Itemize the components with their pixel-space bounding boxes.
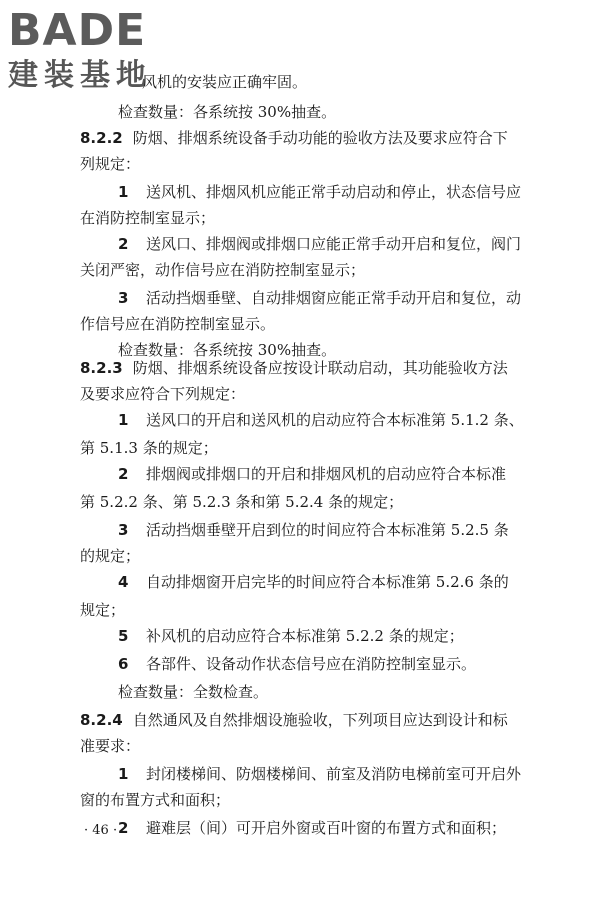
logo-wordmark: BADE [8,5,147,56]
clause-number: 8.2.4 [80,711,123,729]
numbered-item-line [118,288,521,308]
page-number: · 46 · [84,823,118,838]
item-number: 5 [118,627,129,645]
text-line [80,154,140,174]
logo-chinese-name: 建装基地 [8,58,152,93]
text-line [80,790,230,810]
clause-heading-line [80,710,508,730]
line-text: 第 5.1.3 条的规定； [80,439,218,457]
numbered-item-line [118,764,521,784]
text-line [80,260,365,280]
item-number: 2 [118,235,129,253]
line-text: 自然通风及自然排烟设施验收，下列项目应达到设计和标 [132,711,508,729]
numbered-item-line [118,464,506,484]
item-number: 1 [118,183,129,201]
text-line [80,384,245,404]
numbered-item-line [118,182,521,202]
line-text: 检查数量：全数检查。 [118,683,269,701]
line-text: 规定； [80,601,126,619]
numbered-item-line [118,626,464,646]
line-text: 活动挡烟垂壁、自动排烟窗应能正常手动开启和复位，动 [146,289,522,307]
line-text: 的规定； [80,547,141,565]
line-text: 在消防控制室显示； [80,209,216,227]
numbered-item-line [118,818,506,838]
numbered-item-line [118,234,521,254]
item-number: 3 [118,521,129,539]
text-line [80,736,140,756]
clause-heading-line [80,358,508,378]
line-text: 送风口的开启和送风机的启动应符合本标准第 5.1.2 条、 [146,411,524,429]
text-line [118,682,268,702]
item-number: 1 [118,411,129,429]
text-line [80,546,140,566]
item-number: 4 [118,573,129,591]
item-number: 2 [118,819,129,837]
line-text: 避难层（间）可开启外窗或百叶窗的布置方式和面积； [146,819,507,837]
line-text: 自动排烟窗开启完毕的时间应符合本标准第 5.2.6 条的 [146,573,509,591]
clause-number: 8.2.2 [80,129,123,147]
item-number: 1 [118,765,129,783]
line-text: 防烟、排烟系统设备应按设计联动启动，其功能验收方法 [132,359,508,377]
text-line [80,600,125,620]
line-text: 关闭严密，动作信号应在消防控制室显示； [80,261,366,279]
line-text: 及要求应符合下列规定： [80,385,246,403]
item-number: 6 [118,655,129,673]
line-text: 检查数量：各系统按 30%抽查。 [118,103,337,121]
numbered-item-line [118,572,509,592]
line-text: 活动挡烟垂壁开启到位的时间应符合本标准第 5.2.5 条 [146,521,509,539]
clause-number: 8.2.3 [80,359,123,377]
numbered-item-line [118,520,509,540]
text-line [118,340,336,360]
line-text: 送风机、排烟风机应能正常手动启动和停止，状态信号应 [146,183,522,201]
text-line [80,438,218,458]
numbered-item-line [118,654,476,674]
line-text: 准要求： [80,737,141,755]
numbered-item-line [118,410,524,430]
line-text: 送风口、排烟阀或排烟口应能正常手动开启和复位，阀门 [146,235,522,253]
text-line [80,492,403,512]
line-text: 窗的布置方式和面积； [80,791,231,809]
item-number: 3 [118,289,129,307]
line-text: 风机的安装应正确牢固。 [142,73,308,91]
text-line [142,72,307,92]
line-text: 补风机的启动应符合本标准第 5.2.2 条的规定； [146,627,464,645]
line-text: 列规定： [80,155,141,173]
text-line [118,102,336,122]
text-line [80,314,275,334]
item-number: 2 [118,465,129,483]
line-text: 作信号应在消防控制室显示。 [80,315,276,333]
text-line [80,208,215,228]
line-text: 排烟阀或排烟口的开启和排烟风机的启动应符合本标准 [146,465,507,483]
line-text: 各部件、设备动作状态信号应在消防控制室显示。 [146,655,477,673]
line-text: 检查数量：各系统按 30%抽查。 [118,341,337,359]
clause-heading-line [80,128,508,148]
line-text: 第 5.2.2 条、第 5.2.3 条和第 5.2.4 条的规定； [80,493,404,511]
line-text: 防烟、排烟系统设备手动功能的验收方法及要求应符合下 [132,129,508,147]
line-text: 封闭楼梯间、防烟楼梯间、前室及消防电梯前室可开启外 [146,765,522,783]
